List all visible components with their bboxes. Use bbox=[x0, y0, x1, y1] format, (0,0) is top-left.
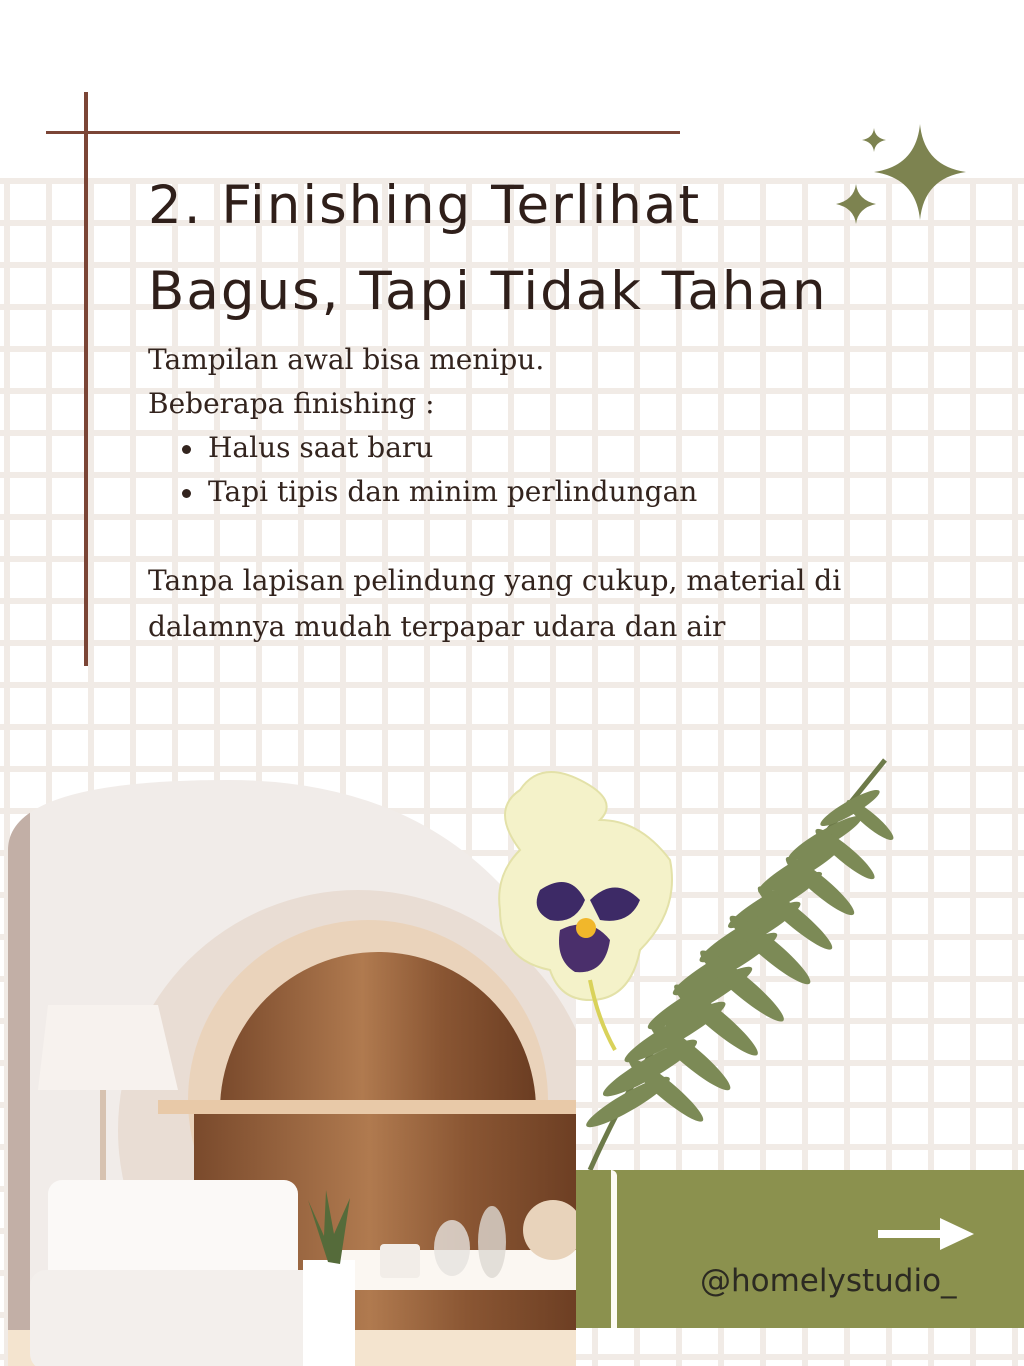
title-line-2: Bagus, Tapi Tidak Tahan bbox=[148, 261, 828, 322]
footer-edge bbox=[576, 1170, 611, 1328]
sparkle-icon bbox=[822, 120, 972, 230]
closing-line-2: dalamnya mudah terpapar udara dan air bbox=[148, 610, 726, 643]
pressed-flower-and-fern bbox=[480, 750, 900, 1190]
slide-title bbox=[148, 163, 908, 335]
footer-divider bbox=[611, 1170, 617, 1328]
accent-vertical-line bbox=[84, 92, 88, 666]
accent-horizontal-line bbox=[46, 131, 680, 134]
title-line-1: 2. Finishing Terlihat bbox=[148, 175, 702, 236]
arrow-right-icon[interactable] bbox=[878, 1218, 974, 1250]
list-item: Tapi tipis dan minim perlindungan bbox=[208, 470, 868, 514]
closing-line-1: Tanpa lapisan pelindung yang cukup, material di bbox=[148, 564, 842, 597]
closing-paragraph bbox=[148, 558, 868, 650]
intro-line-1: Tampilan awal bisa menipu. bbox=[148, 343, 545, 376]
list-item: Halus saat baru bbox=[208, 426, 868, 470]
intro-line-2: Beberapa finishing : bbox=[148, 387, 435, 420]
body-copy bbox=[148, 338, 868, 650]
social-handle[interactable]: @homelystudio_ bbox=[700, 1263, 957, 1299]
finishing-list bbox=[148, 426, 868, 514]
